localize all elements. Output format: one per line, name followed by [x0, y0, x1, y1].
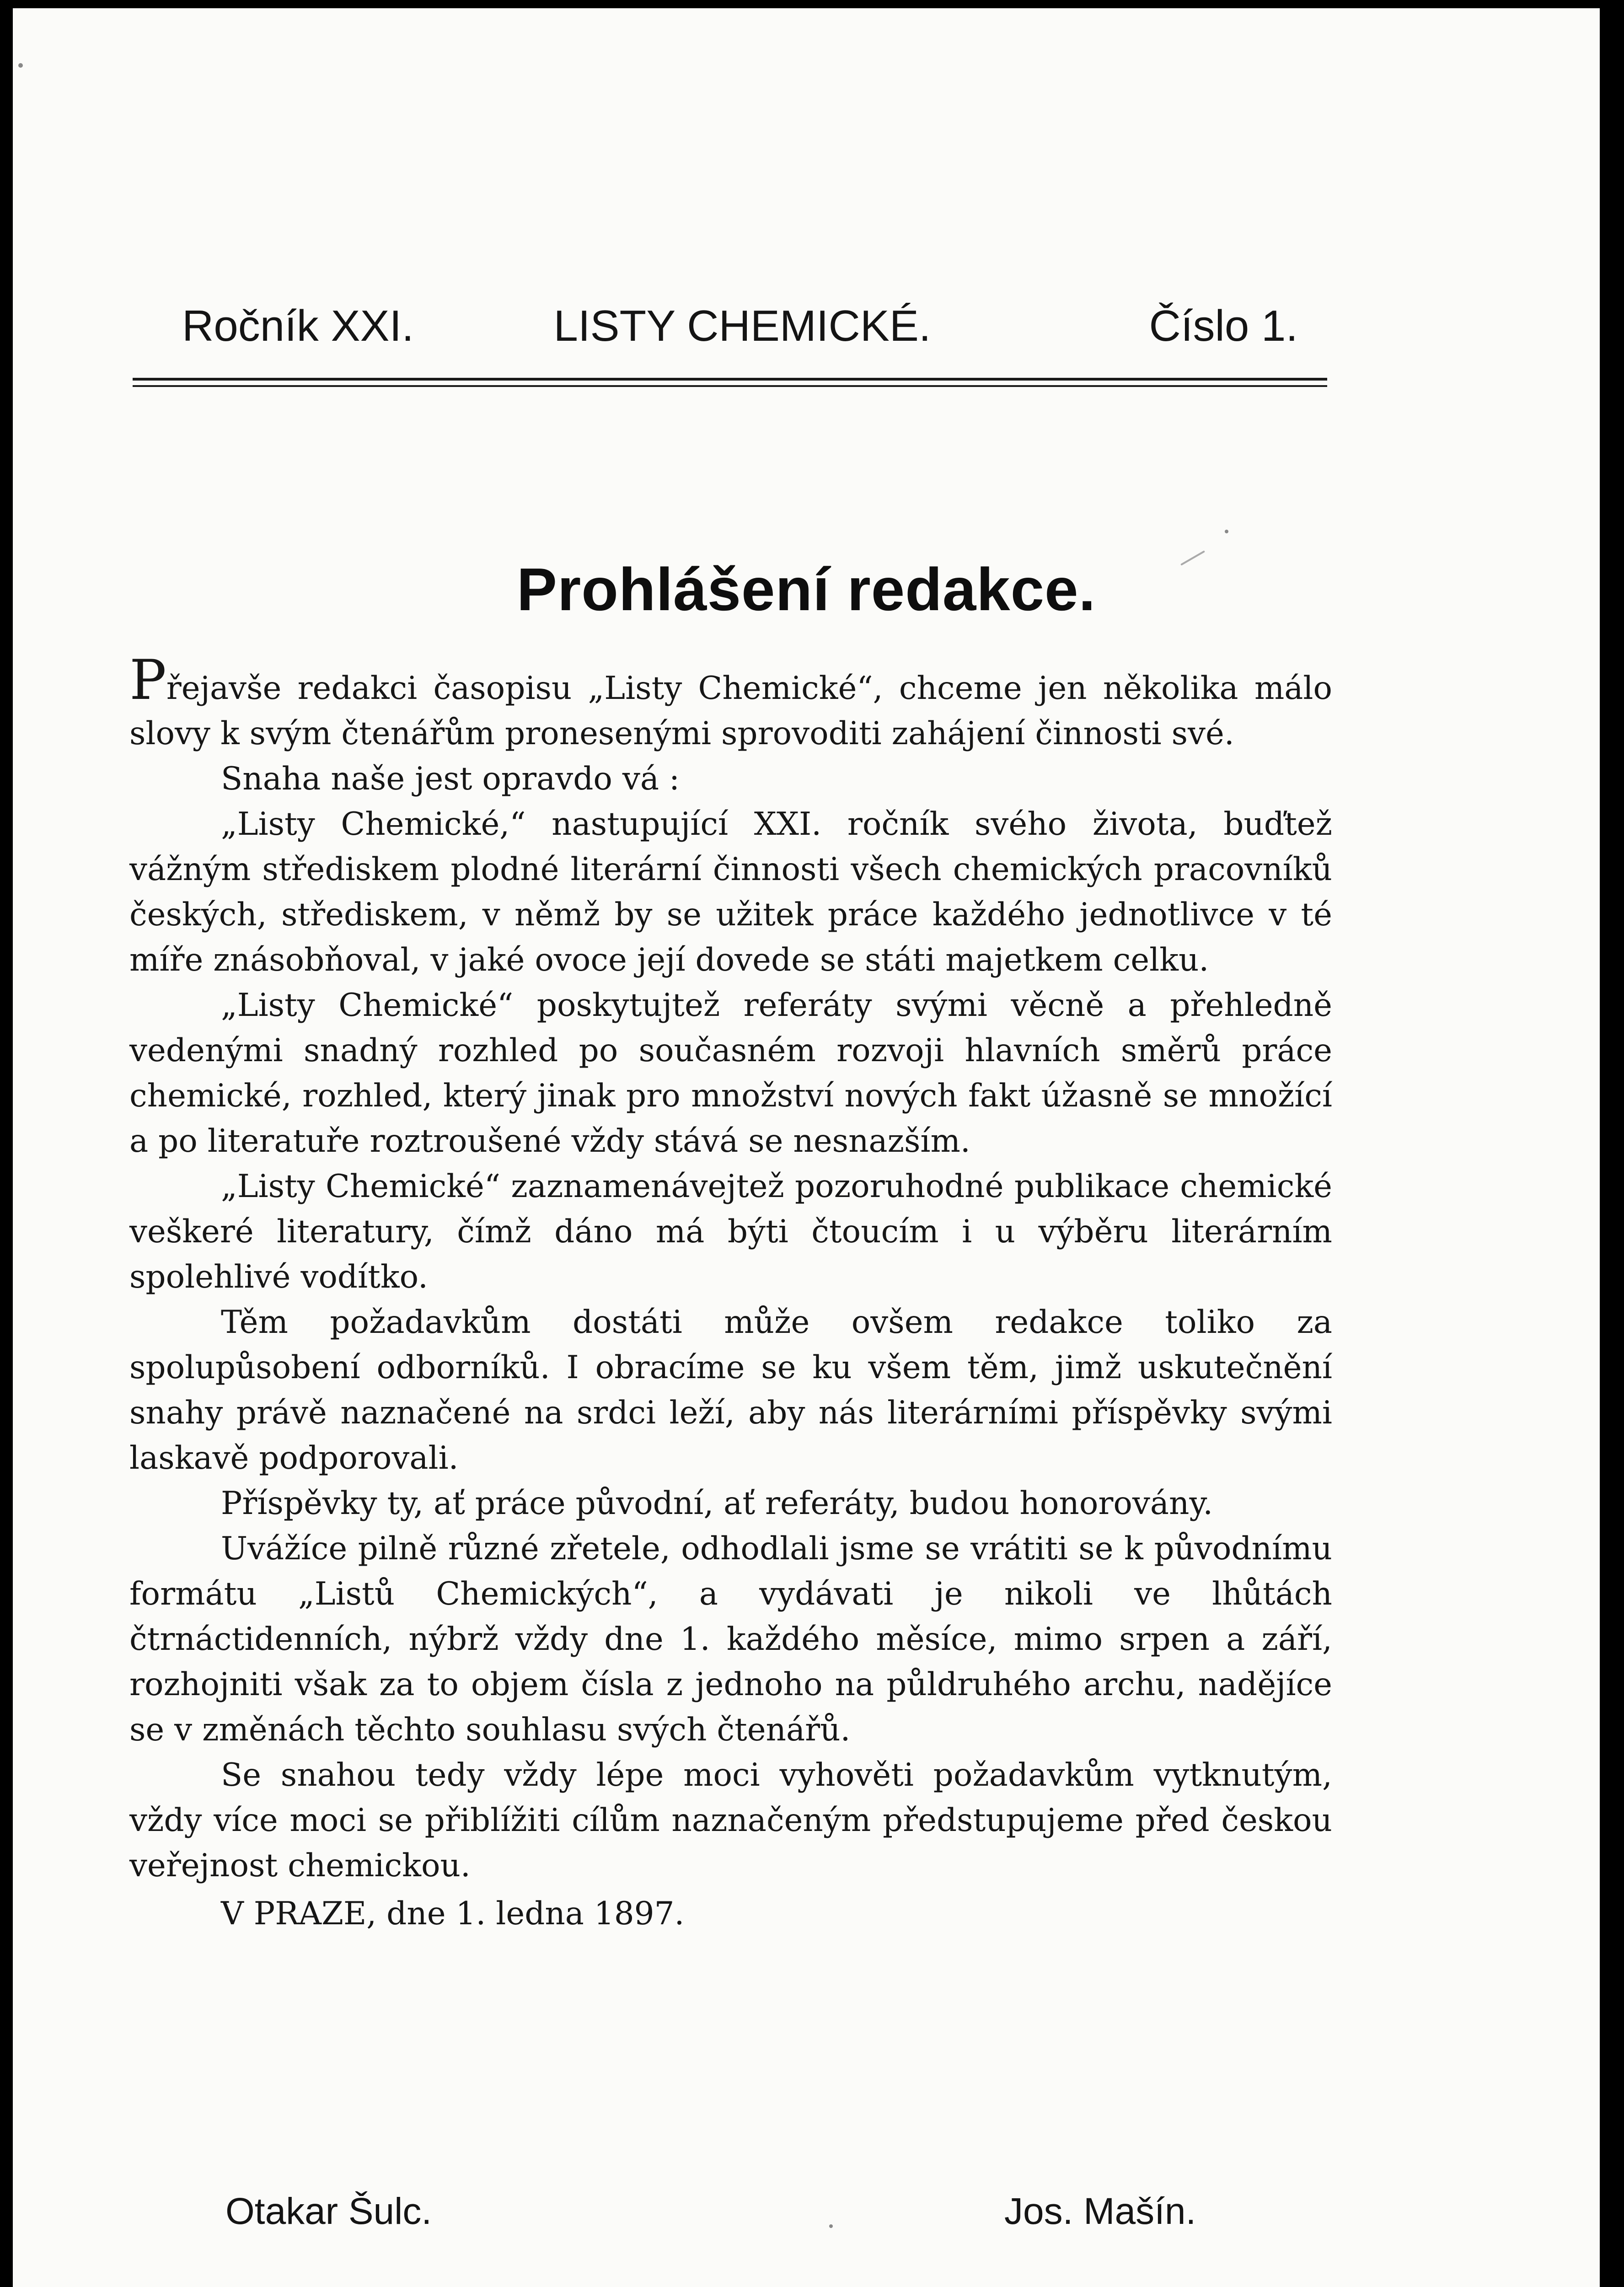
paragraph: Těm požadavkům dostáti může ovšem redakce toliko za spolupůsobení odborníků. I obracíme se ku všem těm, jimž uskutečnění snahy právě naznačené na srdci leží, aby nás literárními příspěvky svými laskavě podporovali.: [129, 1304, 1332, 1476]
paragraph: „Listy Chemické“ zaznamenávejtež pozoruhodné publikace chemické veškeré literatury, čímž dáno má býti čtoucím i u výběru literárním spolehlivé vodítko.: [129, 1168, 1332, 1295]
header-rule-thin: [133, 385, 1327, 387]
issue-label: Číslo 1.: [1149, 301, 1298, 350]
running-head: [145, 301, 1339, 365]
paragraph: Příspěvky ty, ať práce původní, ať referáty, budou honorovány.: [221, 1485, 1213, 1522]
dust-speck: [1225, 530, 1228, 533]
article-body: [129, 649, 1332, 1937]
dust-speck: [829, 2224, 833, 2228]
paragraph: Přejavše redakci časopisu „Listy Chemické“, chceme jen několika málo slovy k svým čtenářům pronesenými sprovoditi zahájení činnosti své.: [129, 649, 1332, 752]
paragraph: „Listy Chemické“ poskytujtež referáty svými věcně a přehledně vedenými snadný rozhled po současném rozvoji hlavních směrů práce chemické, rozhled, který jinak pro množství nových fakt úžasně se množící a po literatuře roztroušené vždy stává se nesnazším.: [129, 987, 1332, 1160]
dust-speck: [18, 63, 23, 68]
signature-left: Otakar Šulc.: [225, 2190, 432, 2232]
header-rule: [133, 378, 1327, 381]
page: [13, 8, 1600, 2287]
paragraph: Snaha naše jest opravdo vá :: [221, 761, 680, 797]
paragraph: Uvážíce pilně různé zřetele, odhodlali jsme se vrátiti se k původnímu formátu „Listů Chemických“, a vydávati je nikoli ve lhůtách čtrnáctidenních, nýbrž vždy dne 1. každého měsíce, mimo srpen a září, rozhojniti však za to objem čísla z jednoho na půldruhého archu, nadějíce se v změnách těchto souhlasu svých čtenářů.: [129, 1530, 1332, 1748]
paragraph: Se snahou tedy vždy lépe moci vyhověti požadavkům vytknutým, vždy více moci se přiblížiti cílům naznačeným předstupujeme před českou veřejnost chemickou.: [129, 1757, 1332, 1884]
article-title: Prohlášení redakce.: [516, 556, 1096, 623]
volume-label: Ročník XXI.: [182, 301, 414, 350]
dateline: V PRAZE, dne 1. ledna 1897.: [221, 1895, 685, 1932]
paragraph: „Listy Chemické,“ nastupující XXI. ročník svého života, buďtež vážným střediskem plodné literární činnosti všech chemických pracovníků českých, střediskem, v němž by se užitek práce každého jednotlivce v té míře znásobňoval, v jaké ovoce její dovede se státi majetkem celku.: [129, 806, 1332, 978]
journal-title: LISTY CHEMICKÉ.: [553, 301, 931, 350]
signature-right: Jos. Mašín.: [1004, 2190, 1196, 2232]
